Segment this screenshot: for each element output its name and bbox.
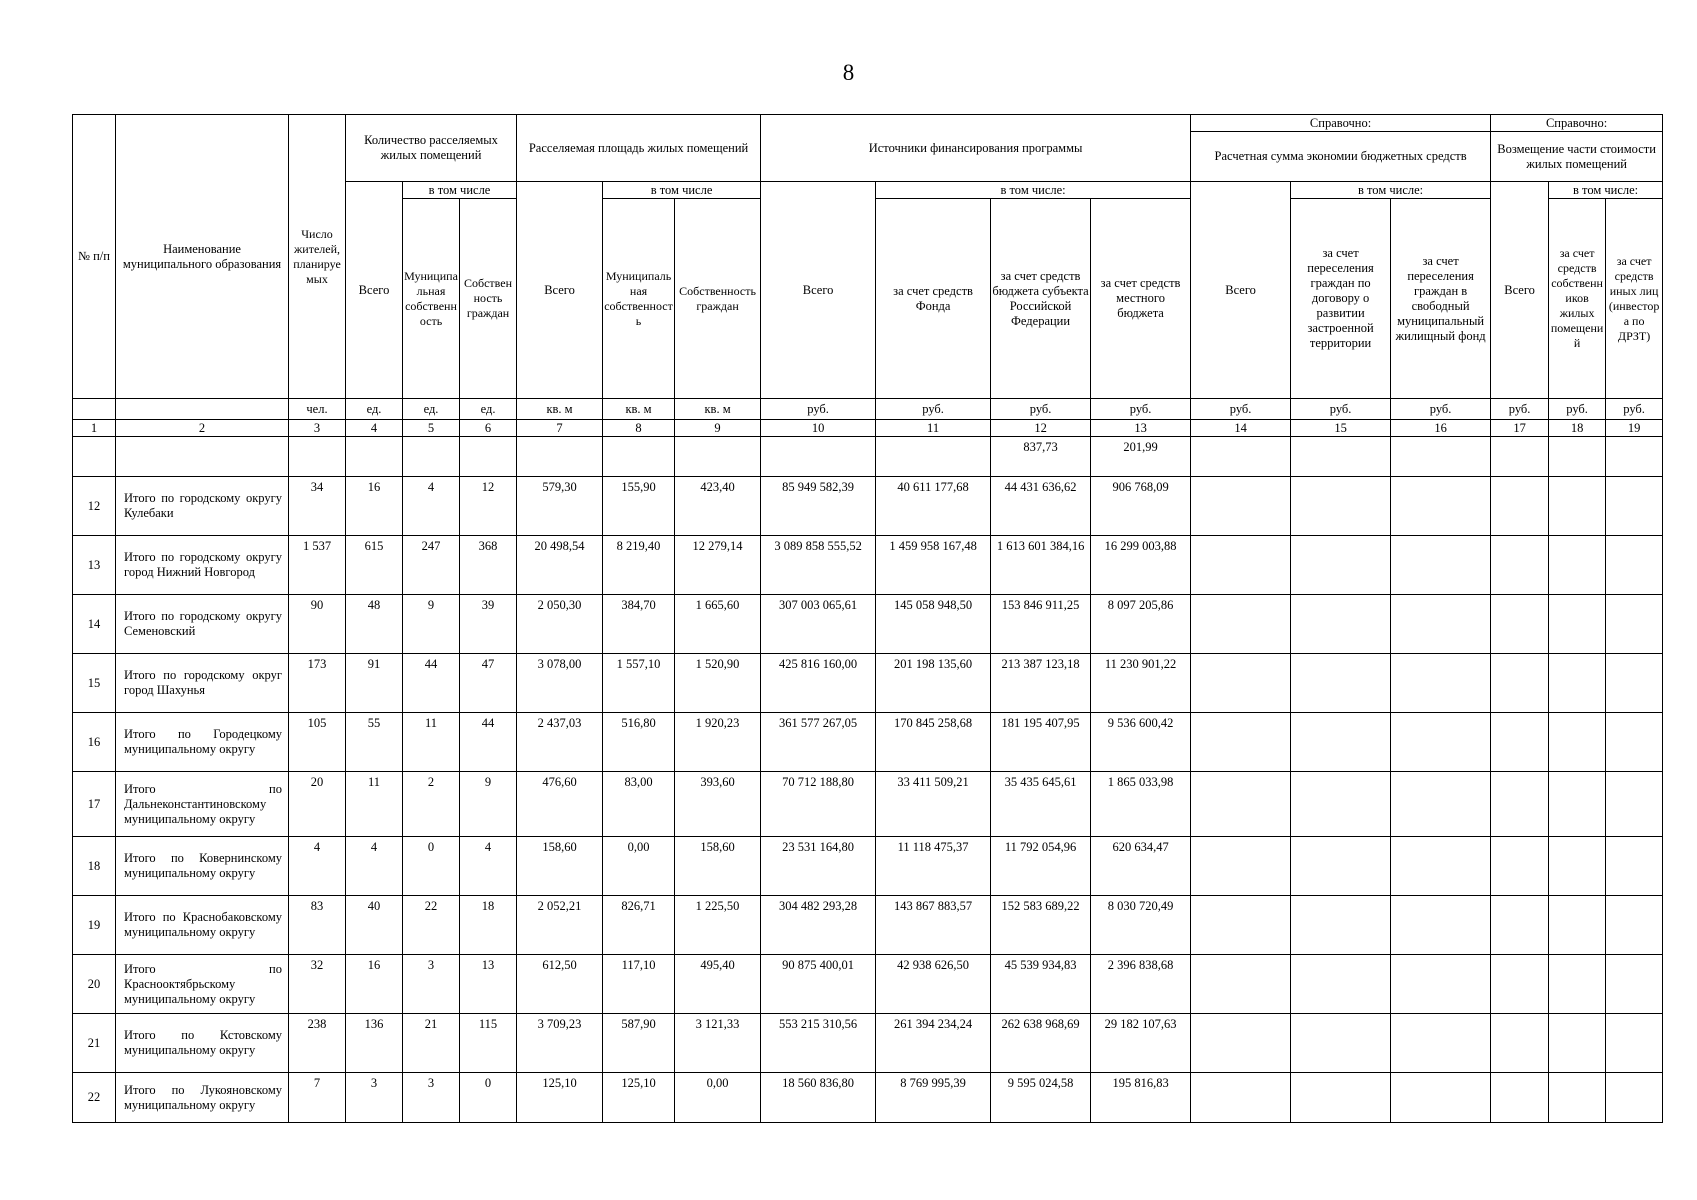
empty-cell (1291, 772, 1391, 837)
cell-c13: 201,99 (1091, 437, 1191, 477)
unit-cell: чел. (289, 399, 346, 420)
empty-cell (1491, 654, 1549, 713)
cell-c11: 33 411 509,21 (876, 772, 991, 837)
cell-c4: 3 (346, 1073, 403, 1123)
cell-c4: 615 (346, 536, 403, 595)
header-savings-incl: в том числе: (1291, 182, 1491, 199)
unit-cell: руб. (1491, 399, 1549, 420)
unit-cell: руб. (1091, 399, 1191, 420)
cell-c6: 0 (460, 1073, 517, 1123)
empty-cell (1549, 654, 1606, 713)
cell-c12: 153 846 911,25 (991, 595, 1091, 654)
empty-cell (1391, 536, 1491, 595)
cell-c3: 1 537 (289, 536, 346, 595)
cell-c5: 9 (403, 595, 460, 654)
cell-c7: 3 709,23 (517, 1014, 603, 1073)
municipality-name: Итого по городскому округу Кулебаки (116, 477, 289, 536)
empty-cell (1549, 772, 1606, 837)
empty-cell (1191, 955, 1291, 1014)
empty-cell (1391, 654, 1491, 713)
cell-c8: 1 557,10 (603, 654, 675, 713)
cell-c3: 32 (289, 955, 346, 1014)
column-number: 19 (1606, 420, 1663, 437)
row-number: 14 (73, 595, 116, 654)
row-number: 21 (73, 1014, 116, 1073)
continuation-row (73, 437, 1663, 477)
empty-cell (1491, 595, 1549, 654)
empty-cell (1191, 595, 1291, 654)
empty-cell (1606, 1073, 1663, 1123)
empty-cell (1491, 896, 1549, 955)
empty-cell (1191, 713, 1291, 772)
municipality-name: Итого по Дальнеконстантиновскому муниципальному округу (116, 772, 289, 837)
cell-c4: 55 (346, 713, 403, 772)
empty-cell (1391, 837, 1491, 896)
municipality-name: Итого по Городецкому муниципальному округу (116, 713, 289, 772)
empty-cell (1491, 837, 1549, 896)
municipality-name: Итого по Краснооктябрьскому муниципальному округу (116, 955, 289, 1014)
cell-c10: 425 816 160,00 (761, 654, 876, 713)
cell-c6: 47 (460, 654, 517, 713)
cell-c5: 4 (403, 477, 460, 536)
cell-c7: 2 437,03 (517, 713, 603, 772)
table-row (73, 595, 1663, 654)
page-number: 8 (842, 60, 855, 85)
empty-cell (1191, 654, 1291, 713)
empty-cell (1491, 772, 1549, 837)
empty-cell (1606, 654, 1663, 713)
cell-c13: 11 230 901,22 (1091, 654, 1191, 713)
cell-c12: 262 638 968,69 (991, 1014, 1091, 1073)
empty-cell (1291, 896, 1391, 955)
empty-cell (1549, 713, 1606, 772)
cell-c9: 1 665,60 (675, 595, 761, 654)
empty-cell (1191, 536, 1291, 595)
cell-c7: 20 498,54 (517, 536, 603, 595)
cell-c3: 105 (289, 713, 346, 772)
column-number: 10 (761, 420, 876, 437)
header-rooms-municipal: Муниципальная собственность (403, 199, 460, 399)
cell-c9: 3 121,33 (675, 1014, 761, 1073)
cell-c3: 4 (289, 837, 346, 896)
row-number: 17 (73, 772, 116, 837)
empty-cell (1291, 1014, 1391, 1073)
cell-c5: 3 (403, 955, 460, 1014)
unit-cell: руб. (876, 399, 991, 420)
empty-cell (1606, 772, 1663, 837)
cell-c9: 1 225,50 (675, 896, 761, 955)
cell-c4: 11 (346, 772, 403, 837)
empty-cell (1291, 595, 1391, 654)
empty-cell (1491, 536, 1549, 595)
cell-c4: 136 (346, 1014, 403, 1073)
cell-c8: 83,00 (603, 772, 675, 837)
cell-c6: 115 (460, 1014, 517, 1073)
cell-c7: 579,30 (517, 477, 603, 536)
cell-c6: 368 (460, 536, 517, 595)
cell-c7: 2 052,21 (517, 896, 603, 955)
empty-cell (1606, 955, 1663, 1014)
cell-c9: 1 520,90 (675, 654, 761, 713)
empty-cell (1291, 837, 1391, 896)
unit-cell: руб. (761, 399, 876, 420)
header-rooms-total: Всего (346, 182, 403, 399)
empty-cell (1191, 772, 1291, 837)
table-row (73, 837, 1663, 896)
table-row (73, 1073, 1663, 1123)
cell-c9: 1 920,23 (675, 713, 761, 772)
unit-cell: кв. м (517, 399, 603, 420)
header-reference-2: Справочно: (1491, 115, 1663, 132)
column-number: 14 (1191, 420, 1291, 437)
header-savings-group: Расчетная сумма экономии бюджетных средств (1191, 132, 1491, 182)
cell-c9: 158,60 (675, 837, 761, 896)
cell-c10: 70 712 188,80 (761, 772, 876, 837)
empty-cell (1549, 477, 1606, 536)
empty-cell (1606, 536, 1663, 595)
header-rooms-incl: в том числе (403, 182, 517, 199)
cell-c13: 1 865 033,98 (1091, 772, 1191, 837)
cell-c9: 423,40 (675, 477, 761, 536)
unit-cell: руб. (1191, 399, 1291, 420)
table-row (73, 772, 1663, 837)
header-name: Наименование муниципального образования (116, 115, 289, 399)
empty-cell (1391, 1073, 1491, 1123)
header-owners: за счет средств собственников жилых помещений (1549, 199, 1606, 399)
column-number: 8 (603, 420, 675, 437)
cell-c3: 90 (289, 595, 346, 654)
empty-cell (1491, 955, 1549, 1014)
cell-c11: 11 118 475,37 (876, 837, 991, 896)
municipality-name: Итого по Ковернинскому муниципальному округу (116, 837, 289, 896)
cell-c13: 195 816,83 (1091, 1073, 1191, 1123)
header-area-private: Собственность граждан (675, 199, 761, 399)
column-number: 11 (876, 420, 991, 437)
cell-c11: 1 459 958 167,48 (876, 536, 991, 595)
cell-c13: 2 396 838,68 (1091, 955, 1191, 1014)
header-no: № п/п (73, 115, 116, 399)
column-number: 6 (460, 420, 517, 437)
header-area-total: Всего (517, 182, 603, 399)
empty-cell (1549, 1014, 1606, 1073)
unit-cell: руб. (1606, 399, 1663, 420)
cell-c10: 553 215 310,56 (761, 1014, 876, 1073)
empty-cell (1391, 477, 1491, 536)
empty-cell (1191, 477, 1291, 536)
empty-cell (1391, 772, 1491, 837)
cell-c6: 44 (460, 713, 517, 772)
empty-cell (1291, 477, 1391, 536)
column-number: 7 (517, 420, 603, 437)
cell-c10: 18 560 836,80 (761, 1073, 876, 1123)
empty-cell (1291, 713, 1391, 772)
cell-c11: 8 769 995,39 (876, 1073, 991, 1123)
cell-c6: 18 (460, 896, 517, 955)
table-row (73, 536, 1663, 595)
empty-cell (1549, 896, 1606, 955)
table-row (73, 896, 1663, 955)
header-resettle-free-fund: за счет переселения граждан в свободный муниципальный жилищный фонд (1391, 199, 1491, 399)
cell-c10: 85 949 582,39 (761, 477, 876, 536)
cell-c13: 8 030 720,49 (1091, 896, 1191, 955)
cell-c10: 307 003 065,61 (761, 595, 876, 654)
unit-cell: кв. м (675, 399, 761, 420)
cell-c11: 170 845 258,68 (876, 713, 991, 772)
cell-c7: 2 050,30 (517, 595, 603, 654)
municipality-name: Итого по городскому округу город Нижний Новгород (116, 536, 289, 595)
municipality-name: Итого по городскому округ город Шахунья (116, 654, 289, 713)
cell-c3: 173 (289, 654, 346, 713)
header-subject-budget: за счет средств бюджета субъекта Российской Федерации (991, 199, 1091, 399)
empty-cell (1606, 595, 1663, 654)
header-savings-total: Всего (1191, 182, 1291, 399)
cell-c3: 20 (289, 772, 346, 837)
table-row (73, 477, 1663, 536)
empty-cell (1606, 477, 1663, 536)
row-number: 15 (73, 654, 116, 713)
empty-cell (1291, 1073, 1391, 1123)
cell-c10: 361 577 267,05 (761, 713, 876, 772)
column-number: 16 (1391, 420, 1491, 437)
cell-c8: 8 219,40 (603, 536, 675, 595)
cell-c12: 11 792 054,96 (991, 837, 1091, 896)
cell-c5: 21 (403, 1014, 460, 1073)
empty-cell (1606, 713, 1663, 772)
unit-cell: ед. (403, 399, 460, 420)
cell-c5: 22 (403, 896, 460, 955)
empty-cell (1491, 477, 1549, 536)
empty-cell (1191, 896, 1291, 955)
header-compensation-group: Возмещение части стоимости жилых помещений (1491, 132, 1663, 182)
header-reference-1: Справочно: (1191, 115, 1491, 132)
row-number: 22 (73, 1073, 116, 1123)
cell-c6: 12 (460, 477, 517, 536)
cell-c6: 4 (460, 837, 517, 896)
cell-c8: 0,00 (603, 837, 675, 896)
cell-c12: 9 595 024,58 (991, 1073, 1091, 1123)
cell-c8: 117,10 (603, 955, 675, 1014)
cell-c8: 516,80 (603, 713, 675, 772)
cell-c5: 11 (403, 713, 460, 772)
table-row (73, 955, 1663, 1014)
row-number: 13 (73, 536, 116, 595)
cell-c13: 29 182 107,63 (1091, 1014, 1191, 1073)
empty-cell (1391, 1014, 1491, 1073)
header-funding-total: Всего (761, 182, 876, 399)
header-fund: за счет средств Фонда (876, 199, 991, 399)
cell-c13: 9 536 600,42 (1091, 713, 1191, 772)
cell-c5: 247 (403, 536, 460, 595)
cell-c11: 143 867 883,57 (876, 896, 991, 955)
cell-c5: 0 (403, 837, 460, 896)
cell-c10: 90 875 400,01 (761, 955, 876, 1014)
cell-c12: 213 387 123,18 (991, 654, 1091, 713)
column-number: 13 (1091, 420, 1191, 437)
cell-c9: 393,60 (675, 772, 761, 837)
cell-c4: 16 (346, 955, 403, 1014)
cell-c5: 44 (403, 654, 460, 713)
header-residents: Число жителей, планируемых (289, 115, 346, 399)
header-area-municipal: Муниципальная собственность (603, 199, 675, 399)
column-number: 4 (346, 420, 403, 437)
row-number: 20 (73, 955, 116, 1014)
header-funding-group: Источники финансирования программы (761, 115, 1191, 182)
cell-c7: 3 078,00 (517, 654, 603, 713)
cell-c13: 8 097 205,86 (1091, 595, 1191, 654)
cell-c11: 40 611 177,68 (876, 477, 991, 536)
units-row (73, 399, 1663, 420)
empty-cell (1291, 955, 1391, 1014)
cell-c13: 16 299 003,88 (1091, 536, 1191, 595)
row-number: 16 (73, 713, 116, 772)
unit-cell: руб. (991, 399, 1091, 420)
row-number: 19 (73, 896, 116, 955)
column-number: 17 (1491, 420, 1549, 437)
column-number: 2 (116, 420, 289, 437)
cell-c10: 23 531 164,80 (761, 837, 876, 896)
cell-c5: 3 (403, 1073, 460, 1123)
column-number: 9 (675, 420, 761, 437)
municipality-name: Итого по Кстовскому муниципальному округу (116, 1014, 289, 1073)
cell-c6: 13 (460, 955, 517, 1014)
empty-cell (1191, 1073, 1291, 1123)
unit-cell: руб. (1291, 399, 1391, 420)
cell-c12: 181 195 407,95 (991, 713, 1091, 772)
cell-c12: 1 613 601 384,16 (991, 536, 1091, 595)
header-rooms-group: Количество расселяемых жилых помещений (346, 115, 517, 182)
cell-c13: 906 768,09 (1091, 477, 1191, 536)
cell-c3: 83 (289, 896, 346, 955)
header-resettle-development: за счет переселения граждан по договору о развитии застроенной территории (1291, 199, 1391, 399)
empty-cell (1391, 595, 1491, 654)
cell-c8: 125,10 (603, 1073, 675, 1123)
empty-cell (1549, 837, 1606, 896)
empty-cell (1391, 896, 1491, 955)
cell-c7: 125,10 (517, 1073, 603, 1123)
header-compensation-incl: в том числе: (1549, 182, 1663, 199)
unit-cell: руб. (1549, 399, 1606, 420)
cell-c6: 39 (460, 595, 517, 654)
column-number: 18 (1549, 420, 1606, 437)
cell-c12: 35 435 645,61 (991, 772, 1091, 837)
cell-c11: 201 198 135,60 (876, 654, 991, 713)
empty-cell (1391, 713, 1491, 772)
cell-c10: 3 089 858 555,52 (761, 536, 876, 595)
unit-cell: ед. (460, 399, 517, 420)
empty-cell (1391, 955, 1491, 1014)
cell-c12: 44 431 636,62 (991, 477, 1091, 536)
column-number: 3 (289, 420, 346, 437)
empty-cell (1549, 1073, 1606, 1123)
header-local-budget: за счет средств местного бюджета (1091, 199, 1191, 399)
cell-c11: 42 938 626,50 (876, 955, 991, 1014)
cell-c4: 91 (346, 654, 403, 713)
cell-c12: 45 539 934,83 (991, 955, 1091, 1014)
cell-c9: 12 279,14 (675, 536, 761, 595)
cell-c3: 7 (289, 1073, 346, 1123)
column-number: 15 (1291, 420, 1391, 437)
row-number: 12 (73, 477, 116, 536)
cell-c9: 495,40 (675, 955, 761, 1014)
cell-c11: 261 394 234,24 (876, 1014, 991, 1073)
empty-cell (1291, 654, 1391, 713)
cell-c8: 155,90 (603, 477, 675, 536)
unit-cell: кв. м (603, 399, 675, 420)
empty-cell (1549, 536, 1606, 595)
unit-cell: ед. (346, 399, 403, 420)
data-rows (73, 477, 1663, 1123)
empty-cell (1549, 595, 1606, 654)
cell-c12: 837,73 (991, 437, 1091, 477)
header-area-incl: в том числе (603, 182, 761, 199)
empty-cell (1291, 536, 1391, 595)
empty-cell (1491, 1014, 1549, 1073)
empty-cell (1606, 1014, 1663, 1073)
empty-cell (1491, 713, 1549, 772)
row-number: 18 (73, 837, 116, 896)
cell-c9: 0,00 (675, 1073, 761, 1123)
header-rooms-private: Собственность граждан (460, 199, 517, 399)
cell-c4: 4 (346, 837, 403, 896)
cell-c3: 238 (289, 1014, 346, 1073)
municipality-name: Итого по Краснобаковскому муниципальному округу (116, 896, 289, 955)
cell-c8: 587,90 (603, 1014, 675, 1073)
cell-c4: 48 (346, 595, 403, 654)
unit-cell: руб. (1391, 399, 1491, 420)
header-funding-incl: в том числе: (876, 182, 1191, 199)
cell-c5: 2 (403, 772, 460, 837)
cell-c8: 384,70 (603, 595, 675, 654)
municipality-name: Итого по городскому округу Семеновский (116, 595, 289, 654)
empty-cell (1491, 1073, 1549, 1123)
empty-cell (1549, 955, 1606, 1014)
table-row (73, 654, 1663, 713)
cell-c3: 34 (289, 477, 346, 536)
table-row (73, 1014, 1663, 1073)
empty-cell (1191, 1014, 1291, 1073)
column-numbers-row (73, 420, 1663, 437)
cell-c7: 612,50 (517, 955, 603, 1014)
column-number: 1 (73, 420, 116, 437)
cell-c7: 158,60 (517, 837, 603, 896)
cell-c13: 620 634,47 (1091, 837, 1191, 896)
header-compensation-total: Всего (1491, 182, 1549, 399)
column-number: 5 (403, 420, 460, 437)
cell-c6: 9 (460, 772, 517, 837)
cell-c4: 16 (346, 477, 403, 536)
cell-c10: 304 482 293,28 (761, 896, 876, 955)
header-other-persons: за счет средств иных лиц (инвестора по ДРЗТ) (1606, 199, 1663, 399)
empty-cell (1606, 837, 1663, 896)
empty-cell (1606, 896, 1663, 955)
column-number: 12 (991, 420, 1091, 437)
cell-c8: 826,71 (603, 896, 675, 955)
cell-c12: 152 583 689,22 (991, 896, 1091, 955)
cell-c11: 145 058 948,50 (876, 595, 991, 654)
empty-cell (1191, 837, 1291, 896)
cell-c7: 476,60 (517, 772, 603, 837)
resettlement-table (72, 114, 1663, 1123)
header-area-group: Расселяемая площадь жилых помещений (517, 115, 761, 182)
table-row (73, 713, 1663, 772)
cell-c4: 40 (346, 896, 403, 955)
municipality-name: Итого по Лукояновскому муниципальному округу (116, 1073, 289, 1123)
